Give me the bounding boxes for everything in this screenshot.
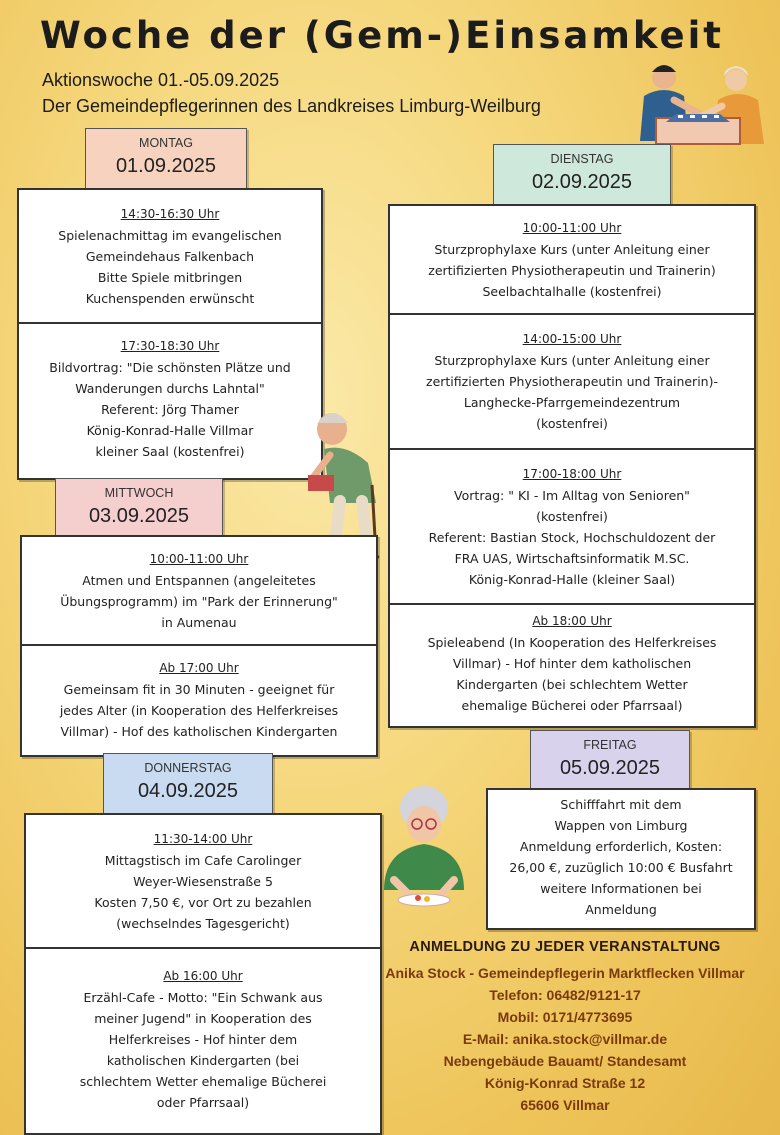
event-line: Referent: Bastian Stock, Hochschuldozent der xyxy=(428,529,716,545)
day-date: 03.09.2025 xyxy=(88,505,190,527)
event-line: Kosten 7,50 €, vor Ort zu bezahlen xyxy=(94,894,312,910)
event-line: Langhecke-Pfarrgemeindezentrum xyxy=(463,395,681,410)
event-line: Referent: Jörg Thamer xyxy=(101,402,239,417)
event-line: Villmar) - Hof hinter dem katholischen xyxy=(452,656,692,671)
contact-name: Anika Stock - Gemeindepflegerin Marktflecken Villmar xyxy=(385,965,745,981)
event-line: Anmeldung erforderlich, Kosten: xyxy=(519,839,723,854)
event-entry xyxy=(26,815,380,949)
day-label-freitag xyxy=(530,730,690,794)
day-date: 05.09.2025 xyxy=(559,757,661,779)
day-label-dienstag xyxy=(493,144,671,210)
event-entry xyxy=(390,450,754,605)
organizer-subtitle: Der Gemeindepflegerinnen des Landkreises Limburg-Weilburg xyxy=(42,96,541,116)
registration-heading: ANMELDUNG ZU JEDER VERANSTALTUNG xyxy=(409,939,721,955)
event-line: 26,00 €, zuzüglich 10:00 € Busfahrt xyxy=(509,860,733,875)
event-time: Ab 17:00 Uhr xyxy=(159,660,239,675)
event-line: Wappen von Limburg xyxy=(554,818,688,833)
schedule-box-mittwoch xyxy=(20,535,378,757)
contact-phone: Telefon: 06482/9121-17 xyxy=(489,987,641,1003)
event-line: Kuchenspenden erwünscht xyxy=(85,290,255,306)
contact-street: König-Konrad Straße 12 xyxy=(484,1075,646,1091)
event-line: Bildvortrag: "Die schönsten Plätze und xyxy=(49,360,291,375)
event-line: Seelbachtalhalle (kostenfrei) xyxy=(482,283,662,299)
contact-mobile: Mobil: 0171/4773695 xyxy=(497,1009,633,1025)
schedule-box-montag xyxy=(17,188,323,480)
event-line: Vortrag: " KI - Im Alltag von Senioren" xyxy=(454,487,690,503)
action-week-subtitle: Aktionswoche 01.-05.09.2025 xyxy=(42,70,280,90)
contact-email: E-Mail: anika.stock@villmar.de xyxy=(462,1031,668,1047)
event-line: (kostenfrei) xyxy=(536,416,608,431)
event-line: Anmeldung xyxy=(585,902,657,917)
event-line: Spieleabend (In Kooperation des Helferkreises xyxy=(427,635,717,650)
schedule-box-dienstag xyxy=(388,204,756,728)
schedule-box-freitag xyxy=(486,788,756,930)
event-line: schlechtem Wetter ehemalige Bücherei xyxy=(79,1073,327,1089)
event-line: Helferkreises - Hof hinter dem xyxy=(108,1031,298,1047)
day-name: MONTAG xyxy=(139,136,193,150)
event-entry xyxy=(390,605,754,722)
event-line: Sturzprophylaxe Kurs (unter Anleitung einer xyxy=(434,353,710,368)
event-line: kleiner Saal (kostenfrei) xyxy=(95,444,245,459)
elderly-woman-eating-icon xyxy=(372,780,472,910)
day-date: 02.09.2025 xyxy=(531,171,633,193)
event-line: ehemalige Bücherei oder Pfarrsaal) xyxy=(461,698,683,713)
event-time: 17:30-18:30 Uhr xyxy=(120,339,220,353)
event-line: Bitte Spiele mitbringen xyxy=(97,269,243,285)
day-name: DIENSTAG xyxy=(550,152,614,166)
event-line: oder Pfarrsaal) xyxy=(156,1094,250,1110)
event-time: 10:00-11:00 Uhr xyxy=(149,551,249,566)
event-line: Übungsprogramm) im "Park der Erinnerung" xyxy=(60,593,338,609)
event-time: 17:00-18:00 Uhr xyxy=(522,466,622,481)
event-line: Gemeindehaus Falkenbach xyxy=(85,248,255,264)
event-line: Gemeinsam fit in 30 Minuten - geeignet für xyxy=(63,681,335,697)
seniors-playing-board-game-icon xyxy=(634,56,770,156)
event-line: Kindergarten (bei schlechtem Wetter xyxy=(456,677,688,692)
event-line: König-Konrad-Halle Villmar xyxy=(86,423,254,438)
event-line: meiner Jugend" in Kooperation des xyxy=(94,1010,312,1026)
event-line: FRA UAS, Wirtschaftsinformatik M.SC. xyxy=(454,550,690,566)
event-line: jedes Alter (in Kooperation des Helferkreises xyxy=(59,702,339,718)
event-line: Spielenachmittag im evangelischen xyxy=(58,227,282,243)
contact-building: Nebengebäude Bauamt/ Standesamt xyxy=(443,1053,687,1069)
event-line: in Aumenau xyxy=(161,614,237,630)
event-line: Erzähl-Cafe - Motto: "Ein Schwank aus xyxy=(83,989,323,1005)
day-label-mittwoch xyxy=(55,478,223,542)
event-line: (wechselndes Tagesgericht) xyxy=(116,915,290,931)
event-entry xyxy=(22,646,376,753)
page-title: Woche der (Gem-)Einsamkeit xyxy=(40,14,724,57)
event-entry xyxy=(22,537,376,646)
event-line: zertifizierten Physiotherapeutin und Trainerin)- xyxy=(426,374,718,389)
event-entry xyxy=(26,949,380,1129)
event-entry xyxy=(390,206,754,315)
event-time: Ab 18:00 Uhr xyxy=(532,614,612,628)
day-date: 04.09.2025 xyxy=(137,780,239,802)
event-entry xyxy=(19,190,321,324)
schedule-box-donnerstag xyxy=(24,813,382,1135)
event-entry xyxy=(19,324,321,474)
registration-contact-block xyxy=(365,936,765,1116)
event-line: Schifffahrt mit dem xyxy=(560,797,682,812)
event-time: 14:30-16:30 Uhr xyxy=(120,206,220,221)
event-line: weitere Informationen bei xyxy=(540,881,702,896)
event-time: 10:00-11:00 Uhr xyxy=(522,220,622,235)
event-line: zertifizierten Physiotherapeutin und Trainerin) xyxy=(428,262,716,278)
event-line: Villmar) - Hof des katholischen Kindergarten xyxy=(60,723,338,739)
event-line: König-Konrad-Halle (kleiner Saal) xyxy=(468,571,676,587)
day-date: 01.09.2025 xyxy=(115,155,217,177)
event-entry xyxy=(390,315,754,450)
day-name: MITTWOCH xyxy=(104,486,174,500)
day-name: DONNERSTAG xyxy=(144,761,232,775)
event-line: Wanderungen durchs Lahntal" xyxy=(75,381,265,396)
event-time: 14:00-15:00 Uhr xyxy=(522,332,622,346)
contact-city: 65606 Villmar xyxy=(520,1097,610,1113)
event-line: Atmen und Entspannen (angeleitetes xyxy=(82,572,316,588)
event-line: (kostenfrei) xyxy=(536,508,608,524)
day-name: FREITAG xyxy=(583,738,637,752)
event-line: Sturzprophylaxe Kurs (unter Anleitung einer xyxy=(434,241,710,257)
event-time: 11:30-14:00 Uhr xyxy=(153,831,253,846)
day-label-donnerstag xyxy=(103,753,273,819)
event-line: katholischen Kindergarten (bei xyxy=(106,1052,300,1068)
event-entry xyxy=(488,790,754,924)
day-label-montag xyxy=(85,128,247,196)
event-time: Ab 16:00 Uhr xyxy=(163,968,243,983)
event-line: Weyer-Wiesenstraße 5 xyxy=(133,873,273,889)
event-line: Mittagstisch im Cafe Carolinger xyxy=(104,852,302,868)
